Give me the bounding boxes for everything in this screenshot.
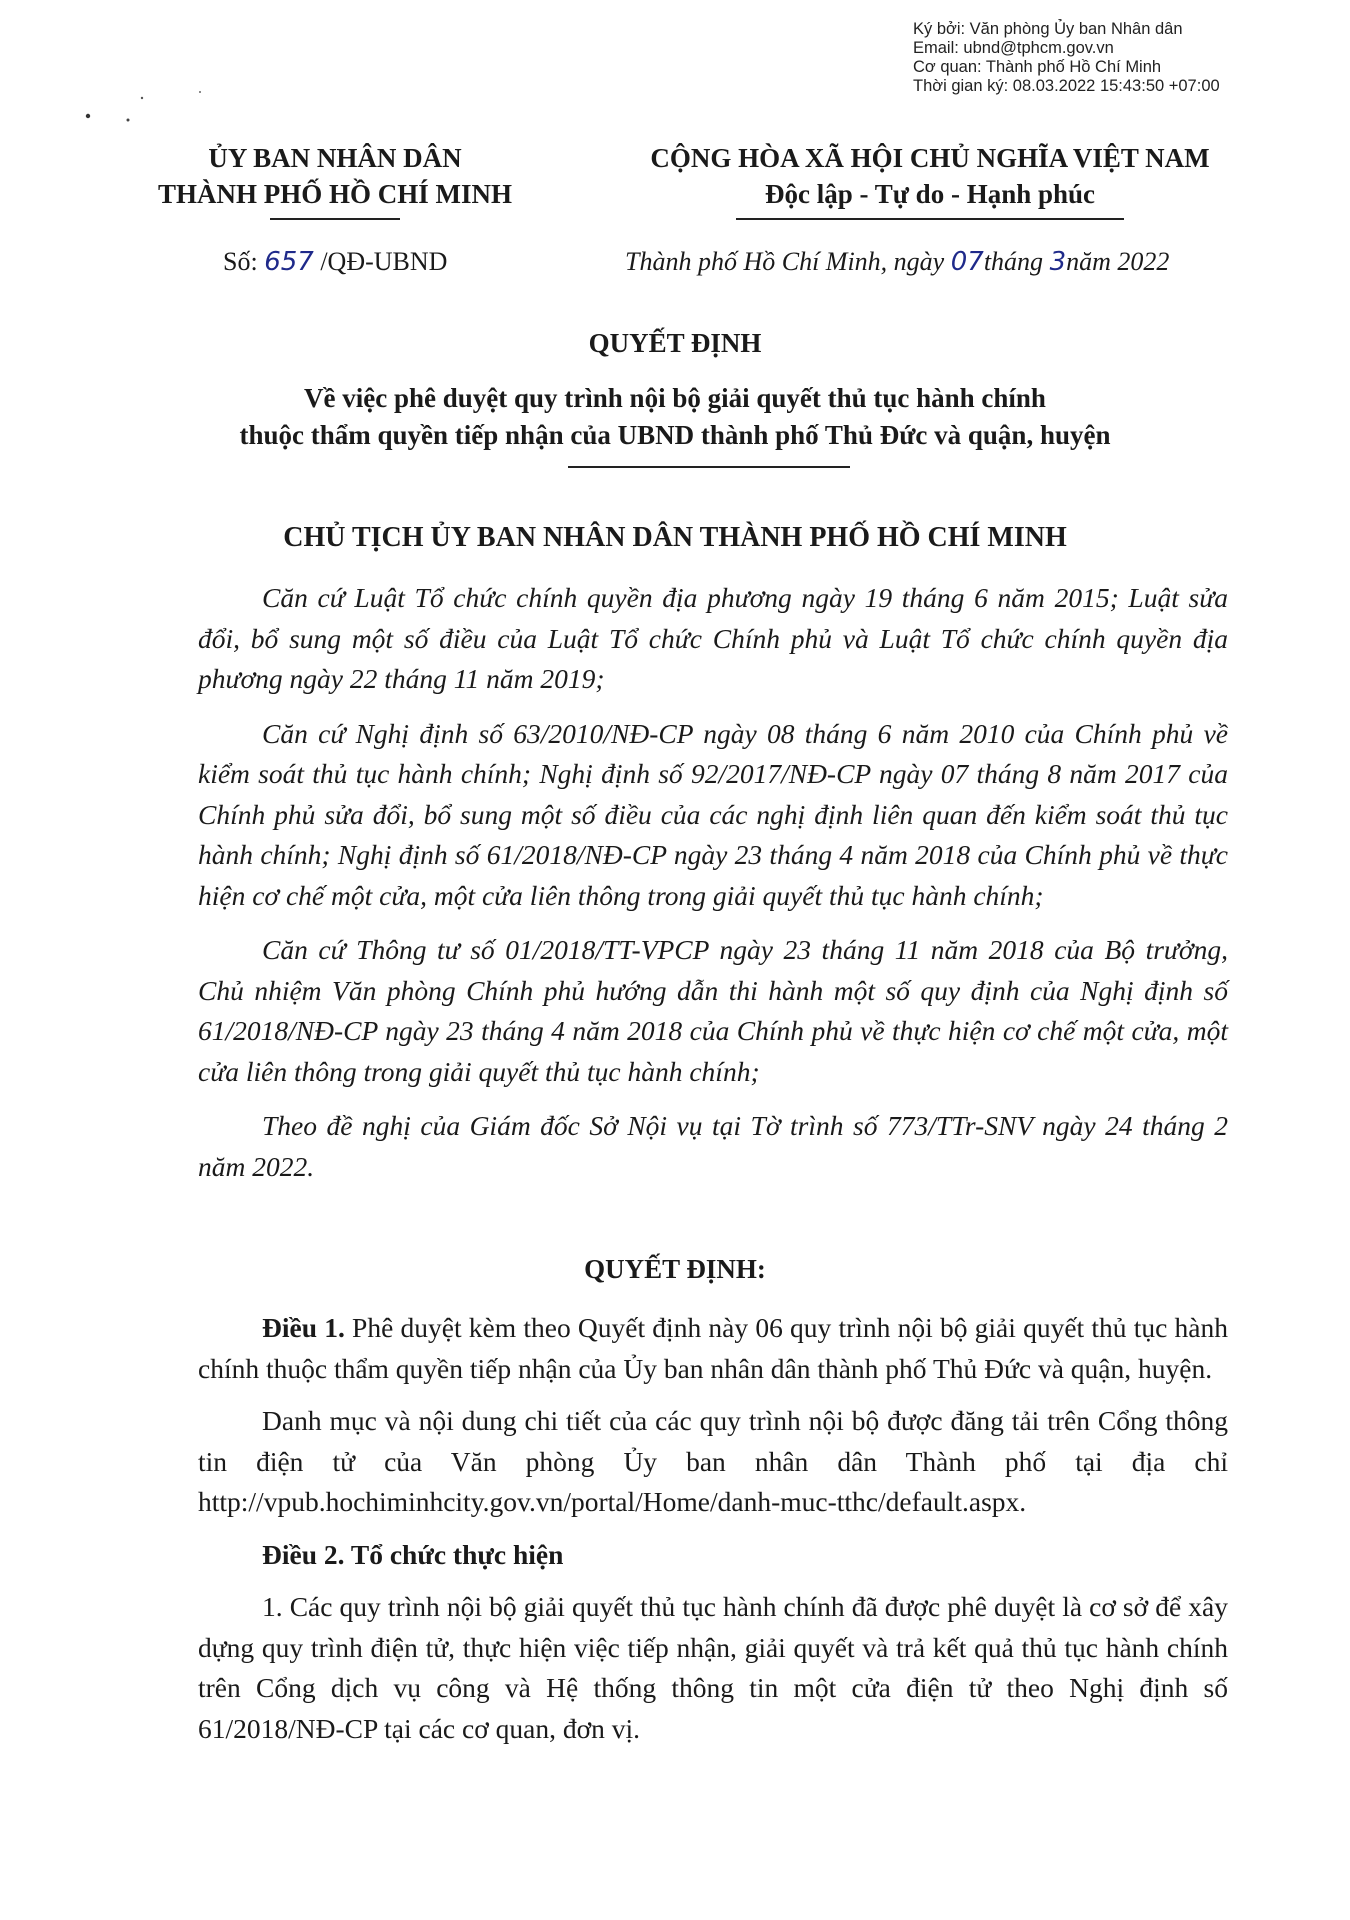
document-subtitle (0, 380, 1350, 454)
number-suffix: /QĐ-UBND (320, 247, 448, 276)
country-name: CỘNG HÒA XÃ HỘI CHỦ NGHĨA VIỆT NAM (650, 143, 1210, 173)
article-1 (198, 1308, 1228, 1389)
preamble-paragraph: Căn cứ Luật Tổ chức chính quyền địa phương ngày 19 tháng 6 năm 2015; Luật sửa đổi, bổ sung một số điều của Luật Tổ chức Chính phủ và Luật Tổ chức chính quyền địa phương ngày 22 tháng 11 năm 2019; (198, 582, 1228, 694)
preamble (198, 578, 1228, 1187)
subtitle-line-2: thuộc thẩm quyền tiếp nhận của UBND thành phố Thủ Đức và quận, huyện (239, 420, 1111, 450)
scan-specks (60, 80, 220, 130)
date-month-handwritten: 3 (1049, 247, 1067, 277)
motto-underline (736, 218, 1124, 220)
number-handwritten: 657 (264, 247, 314, 277)
motto: Độc lập - Tự do - Hạnh phúc (764, 179, 1096, 209)
article-1-paragraph-2: Danh mục và nội dung chi tiết của các quy trình nội bộ được đăng tải trên Cổng thông tin điện tử của Văn phòng Ủy ban nhân dân Thành phố tại địa chỉ http://vpub.hochiminhcity.gov.vn/portal/Home/danh-muc-tthc/default.aspx. (198, 1405, 1228, 1517)
date-part-2: tháng (983, 247, 1044, 276)
signature-signer: Ký bởi: Văn phòng Ủy ban Nhân dân (913, 20, 1183, 38)
article-2-item-1: 1. Các quy trình nội bộ giải quyết thủ tục hành chính đã được phê duyệt là cơ sở để xây dựng quy trình điện tử, thực hiện việc tiếp nhận, giải quyết và trả kết quả thủ tục hành chính trên Cổng dịch vụ công và Hệ thống thông tin một cửa điện tử theo Nghị định số 61/2018/NĐ-CP tại các cơ quan, đơn vị. (198, 1591, 1228, 1744)
signature-agency: Cơ quan: Thành phố Hồ Chí Minh (913, 58, 1162, 76)
subtitle-underline (568, 466, 850, 468)
date-part-1: Thành phố Hồ Chí Minh, ngày (625, 247, 945, 276)
date-day-handwritten: 07 (950, 247, 984, 277)
authority-underline (270, 218, 400, 220)
document-date (625, 247, 1169, 277)
authority-line-1: ỦY BAN NHÂN DÂN (208, 143, 462, 173)
signature-email: Email: ubnd@tphcm.gov.vn (913, 39, 1114, 57)
preamble-paragraph: Căn cứ Thông tư số 01/2018/TT-VPCP ngày 23 tháng 11 năm 2018 của Bộ trưởng, Chủ nhiệm Văn phòng Chính phủ hướng dẫn thi hành một số quy định của Nghị định số 61/2018/NĐ-CP ngày 23 tháng 4 năm 2018 của Chính phủ về thực hiện cơ chế một cửa, một cửa liên thông trong giải quyết thủ tục hành chính; (198, 934, 1228, 1087)
national-motto (600, 140, 1260, 220)
document-title: QUYẾT ĐỊNH (588, 328, 762, 358)
digital-signature-block (913, 20, 1220, 96)
article-2-heading: Điều 2. Tổ chức thực hiện (262, 1538, 564, 1570)
article-1-label: Điều 1. (262, 1312, 345, 1343)
preamble-paragraph: Căn cứ Nghị định số 63/2010/NĐ-CP ngày 08 tháng 6 năm 2010 của Chính phủ về kiểm soát thủ tục hành chính; Nghị định số 92/2017/NĐ-CP ngày 07 tháng 8 năm 2017 của Chính phủ sửa đổi, bổ sung một số điều của các nghị định liên quan đến kiểm soát thủ tục hành chính; Nghị định số 61/2018/NĐ-CP ngày 23 tháng 4 năm 2018 của Chính phủ về thực hiện cơ chế một cửa, một cửa liên thông trong giải quyết thủ tục hành chính; (198, 717, 1228, 911)
preamble-paragraph: Theo đề nghị của Giám đốc Sở Nội vụ tại Tờ trình số 773/TTr-SNV ngày 24 tháng 2 năm 2022. (198, 1110, 1228, 1182)
signature-time: Thời gian ký: 08.03.2022 15:43:50 +07:00 (913, 77, 1220, 95)
signatory-heading: CHỦ TỊCH ỦY BAN NHÂN DÂN THÀNH PHỐ HỒ CHÍ MINH (283, 522, 1067, 553)
date-part-3: năm 2022 (1066, 247, 1170, 276)
authority-line-2: THÀNH PHỐ HỒ CHÍ MINH (157, 179, 512, 209)
number-prefix: Số: (223, 247, 258, 276)
decision-heading: QUYẾT ĐỊNH: (584, 1254, 766, 1284)
article-1-text: Phê duyệt kèm theo Quyết định này 06 quy trình nội bộ giải quyết thủ tục hành chính thuộc thẩm quyền tiếp nhận của Ủy ban nhân dân thành phố Thủ Đức và quận, huyện. (198, 1312, 1229, 1384)
articles (198, 1308, 1228, 1749)
document-number (223, 247, 447, 277)
issuing-authority (150, 140, 520, 220)
subtitle-line-1: Về việc phê duyệt quy trình nội bộ giải quyết thủ tục hành chính (304, 383, 1046, 413)
